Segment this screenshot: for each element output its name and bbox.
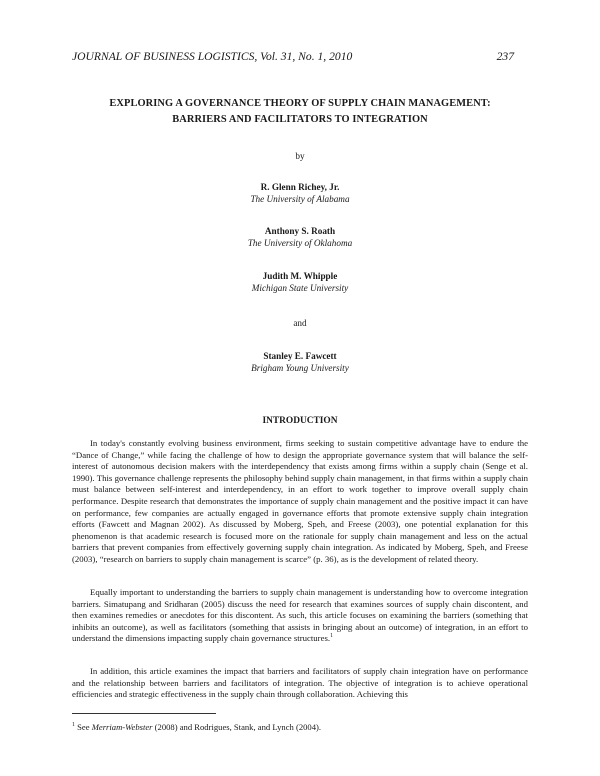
footnote-divider [72, 713, 216, 714]
paragraph-2-text: Equally important to understanding the barriers to supply chain management is understanding how to overcome integration barriers. Simatupang and Sridharan (2005) discuss the need for research that examines sources of supply chain discontent, and then examines remedies or anecdotes for this discontent. As such, this article focuses on examining the barriers (something that inhibits an outcome), as well as facilitators (something that assists in bringing about an outcome) of integration, in an effort to understand the dimensions impacting supply chain governance structures. [72, 587, 528, 644]
title-line-2: BARRIERS AND FACILITATORS TO INTEGRATION [172, 114, 428, 125]
footnote-marker: 1 [72, 722, 75, 728]
footnote-reference: 1 [330, 633, 334, 640]
page-number: 237 [496, 50, 514, 63]
running-head [72, 50, 514, 63]
author-name: Stanley E. Fawcett [263, 351, 337, 361]
and-separator: and [293, 318, 307, 328]
author-name: Anthony S. Roath [264, 226, 336, 236]
title-line-1: EXPLORING A GOVERNANCE THEORY OF SUPPLY CHAIN MANAGEMENT: [109, 98, 491, 109]
section-heading: INTRODUCTION [262, 416, 338, 426]
author-affiliation: Michigan State University [251, 283, 349, 293]
byline: by [295, 151, 305, 161]
journal-citation: JOURNAL OF BUSINESS LOGISTICS, Vol. 31, No. 1, 2010 [72, 50, 353, 63]
author-affiliation: Brigham Young University [251, 363, 349, 373]
paragraph-3: In addition, this article examines the impact that barriers and facilitators of supply chain integration have on performance and the relationship between barriers and facilitators of integration. The objective of integration is to achieve operational efficiencies and strategic effectiveness in the supply chain through collaboration. Achieving this [72, 666, 528, 700]
author-affiliation: The University of Alabama [250, 194, 350, 204]
footnote-italic-source: Merriam-Webster [91, 721, 153, 732]
footnote-rest: (2008) and Rodrigues, Stank, and Lynch (2004). [152, 721, 322, 732]
author-block-3 [72, 270, 528, 294]
paragraph-2 [72, 587, 528, 645]
author-block-2 [72, 225, 528, 249]
author-name: Judith M. Whipple [262, 271, 338, 281]
article-title [72, 96, 528, 128]
author-affiliation: The University of Oklahoma [247, 238, 353, 248]
footnote-prefix: See [75, 721, 92, 732]
author-block-1 [72, 181, 528, 205]
footnote [72, 720, 528, 733]
author-block-4 [72, 350, 528, 374]
author-name: R. Glenn Richey, Jr. [260, 182, 340, 192]
paragraph-1: In today's constantly evolving business environment, firms seeking to sustain competitive advantage have to endure the “Dance of Change,” while facing the challenge of how to design the appropriate governance system that will balance the self-interest of autonomous decision makers with the interdependency that exists among firms within a supply chain (Senge et al. 1990). This governance challenge represents the philosophy behind supply chain management, in that firms within a supply chain must balance between self-interest and interdependency, in an effort to work together to improve overall supply chain performance. Despite research that demonstrates the importance of supply chain management and the positive impact it can have on performance, few companies are actually engaged in governance efforts that promote extensive supply chain integration efforts (Fawcett and Magnan 2002). As discussed by Moberg, Speh, and Freese (2003), one potential explanation for this phenomenon is that academic research is focused more on the rationale for supply chain management and less on the actual barriers that prevent companies from effectively governing supply chain integration. As indicated by Moberg, Speh, and Freese (2003), “research on barriers to supply chain management is scarce” (p. 36), as is the development of related theory. [72, 438, 528, 564]
